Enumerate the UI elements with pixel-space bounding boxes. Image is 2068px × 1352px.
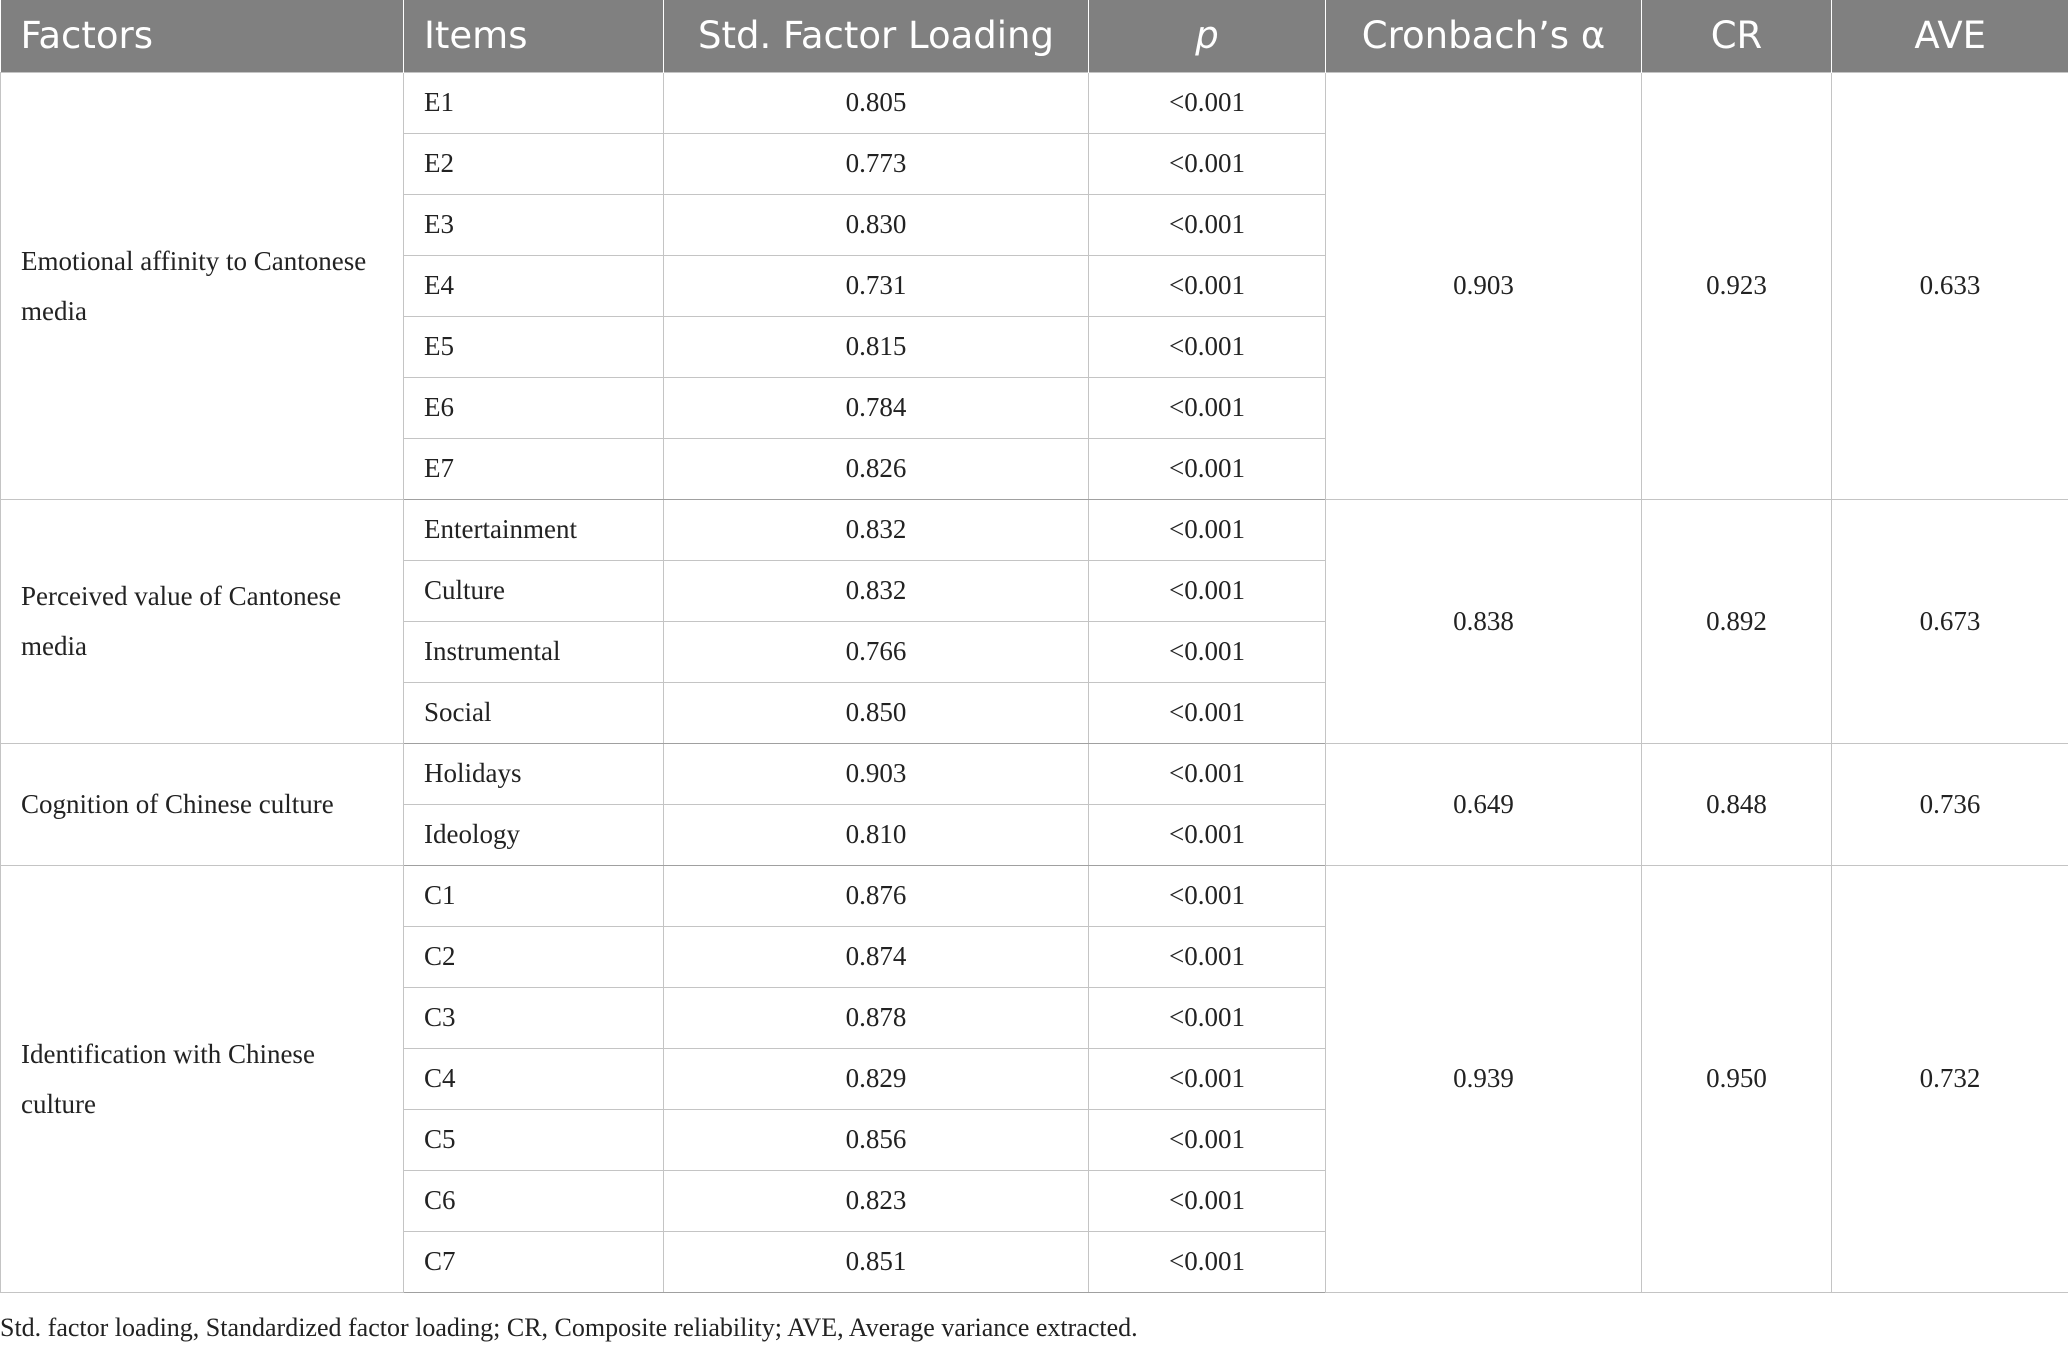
p-value-cell: <0.001 <box>1089 133 1326 194</box>
p-value-cell: <0.001 <box>1089 1170 1326 1231</box>
std-factor-loading-cell: 0.823 <box>664 1170 1089 1231</box>
cronbachs-alpha-cell: 0.838 <box>1326 499 1642 743</box>
item-cell: Entertainment <box>404 499 664 560</box>
item-cell: Instrumental <box>404 621 664 682</box>
std-factor-loading-cell: 0.731 <box>664 255 1089 316</box>
std-factor-loading-cell: 0.805 <box>664 72 1089 133</box>
p-value-cell: <0.001 <box>1089 621 1326 682</box>
p-value-cell: <0.001 <box>1089 743 1326 804</box>
p-value-cell: <0.001 <box>1089 987 1326 1048</box>
item-cell: C3 <box>404 987 664 1048</box>
cr-cell: 0.848 <box>1642 743 1832 865</box>
p-value-cell: <0.001 <box>1089 1048 1326 1109</box>
item-cell: C2 <box>404 926 664 987</box>
p-value-cell: <0.001 <box>1089 560 1326 621</box>
std-factor-loading-cell: 0.850 <box>664 682 1089 743</box>
p-value-cell: <0.001 <box>1089 865 1326 926</box>
header-cronbachs-alpha: Cronbach’s α <box>1326 0 1642 72</box>
item-cell: E1 <box>404 72 664 133</box>
header-items: Items <box>404 0 664 72</box>
item-cell: C1 <box>404 865 664 926</box>
table-row <box>1 499 2068 560</box>
ave-cell: 0.673 <box>1832 499 2068 743</box>
std-factor-loading-cell: 0.830 <box>664 194 1089 255</box>
item-cell: E3 <box>404 194 664 255</box>
std-factor-loading-cell: 0.784 <box>664 377 1089 438</box>
p-value-cell: <0.001 <box>1089 316 1326 377</box>
std-factor-loading-cell: 0.829 <box>664 1048 1089 1109</box>
item-cell: E6 <box>404 377 664 438</box>
table-row <box>1 743 2068 804</box>
header-std-factor-loading: Std. Factor Loading <box>664 0 1089 72</box>
p-value-cell: <0.001 <box>1089 499 1326 560</box>
item-cell: Social <box>404 682 664 743</box>
item-cell: E7 <box>404 438 664 499</box>
cr-cell: 0.950 <box>1642 865 1832 1292</box>
ave-cell: 0.732 <box>1832 865 2068 1292</box>
std-factor-loading-cell: 0.832 <box>664 560 1089 621</box>
std-factor-loading-cell: 0.810 <box>664 804 1089 865</box>
table-body <box>1 72 2068 1292</box>
item-cell: E4 <box>404 255 664 316</box>
p-value-cell: <0.001 <box>1089 926 1326 987</box>
factor-name-cell: Cognition of Chinese culture <box>1 743 404 865</box>
item-cell: C7 <box>404 1231 664 1292</box>
std-factor-loading-cell: 0.826 <box>664 438 1089 499</box>
table-row <box>1 865 2068 926</box>
factor-name-cell: Identification with Chinese culture <box>1 865 404 1292</box>
std-factor-loading-cell: 0.878 <box>664 987 1089 1048</box>
table-footnote: Std. factor loading, Standardized factor loading; CR, Composite reliability; AVE, Average variance extracted. <box>0 1313 1138 1342</box>
header-row <box>1 0 2068 72</box>
p-value-cell: <0.001 <box>1089 72 1326 133</box>
item-cell: C6 <box>404 1170 664 1231</box>
p-value-cell: <0.001 <box>1089 255 1326 316</box>
p-value-cell: <0.001 <box>1089 1109 1326 1170</box>
std-factor-loading-cell: 0.874 <box>664 926 1089 987</box>
item-cell: E2 <box>404 133 664 194</box>
header-factors: Factors <box>1 0 404 72</box>
p-value-cell: <0.001 <box>1089 194 1326 255</box>
std-factor-loading-cell: 0.851 <box>664 1231 1089 1292</box>
std-factor-loading-cell: 0.766 <box>664 621 1089 682</box>
header-p-value: p <box>1089 0 1326 72</box>
std-factor-loading-cell: 0.856 <box>664 1109 1089 1170</box>
ave-cell: 0.633 <box>1832 72 2068 499</box>
std-factor-loading-cell: 0.832 <box>664 499 1089 560</box>
p-value-cell: <0.001 <box>1089 377 1326 438</box>
item-cell: Ideology <box>404 804 664 865</box>
cr-cell: 0.892 <box>1642 499 1832 743</box>
std-factor-loading-cell: 0.903 <box>664 743 1089 804</box>
item-cell: Culture <box>404 560 664 621</box>
cronbachs-alpha-cell: 0.939 <box>1326 865 1642 1292</box>
item-cell: Holidays <box>404 743 664 804</box>
header-ave: AVE <box>1832 0 2068 72</box>
header-cr: CR <box>1642 0 1832 72</box>
p-value-cell: <0.001 <box>1089 1231 1326 1292</box>
cronbachs-alpha-cell: 0.649 <box>1326 743 1642 865</box>
std-factor-loading-cell: 0.876 <box>664 865 1089 926</box>
std-factor-loading-cell: 0.773 <box>664 133 1089 194</box>
p-value-cell: <0.001 <box>1089 438 1326 499</box>
std-factor-loading-cell: 0.815 <box>664 316 1089 377</box>
item-cell: C5 <box>404 1109 664 1170</box>
cr-cell: 0.923 <box>1642 72 1832 499</box>
ave-cell: 0.736 <box>1832 743 2068 865</box>
factor-name-cell: Perceived value of Cantonese media <box>1 499 404 743</box>
p-value-cell: <0.001 <box>1089 804 1326 865</box>
factor-name-cell: Emotional affinity to Cantonese media <box>1 72 404 499</box>
p-value-cell: <0.001 <box>1089 682 1326 743</box>
table-row <box>1 72 2068 133</box>
item-cell: E5 <box>404 316 664 377</box>
cronbachs-alpha-cell: 0.903 <box>1326 72 1642 499</box>
item-cell: C4 <box>404 1048 664 1109</box>
